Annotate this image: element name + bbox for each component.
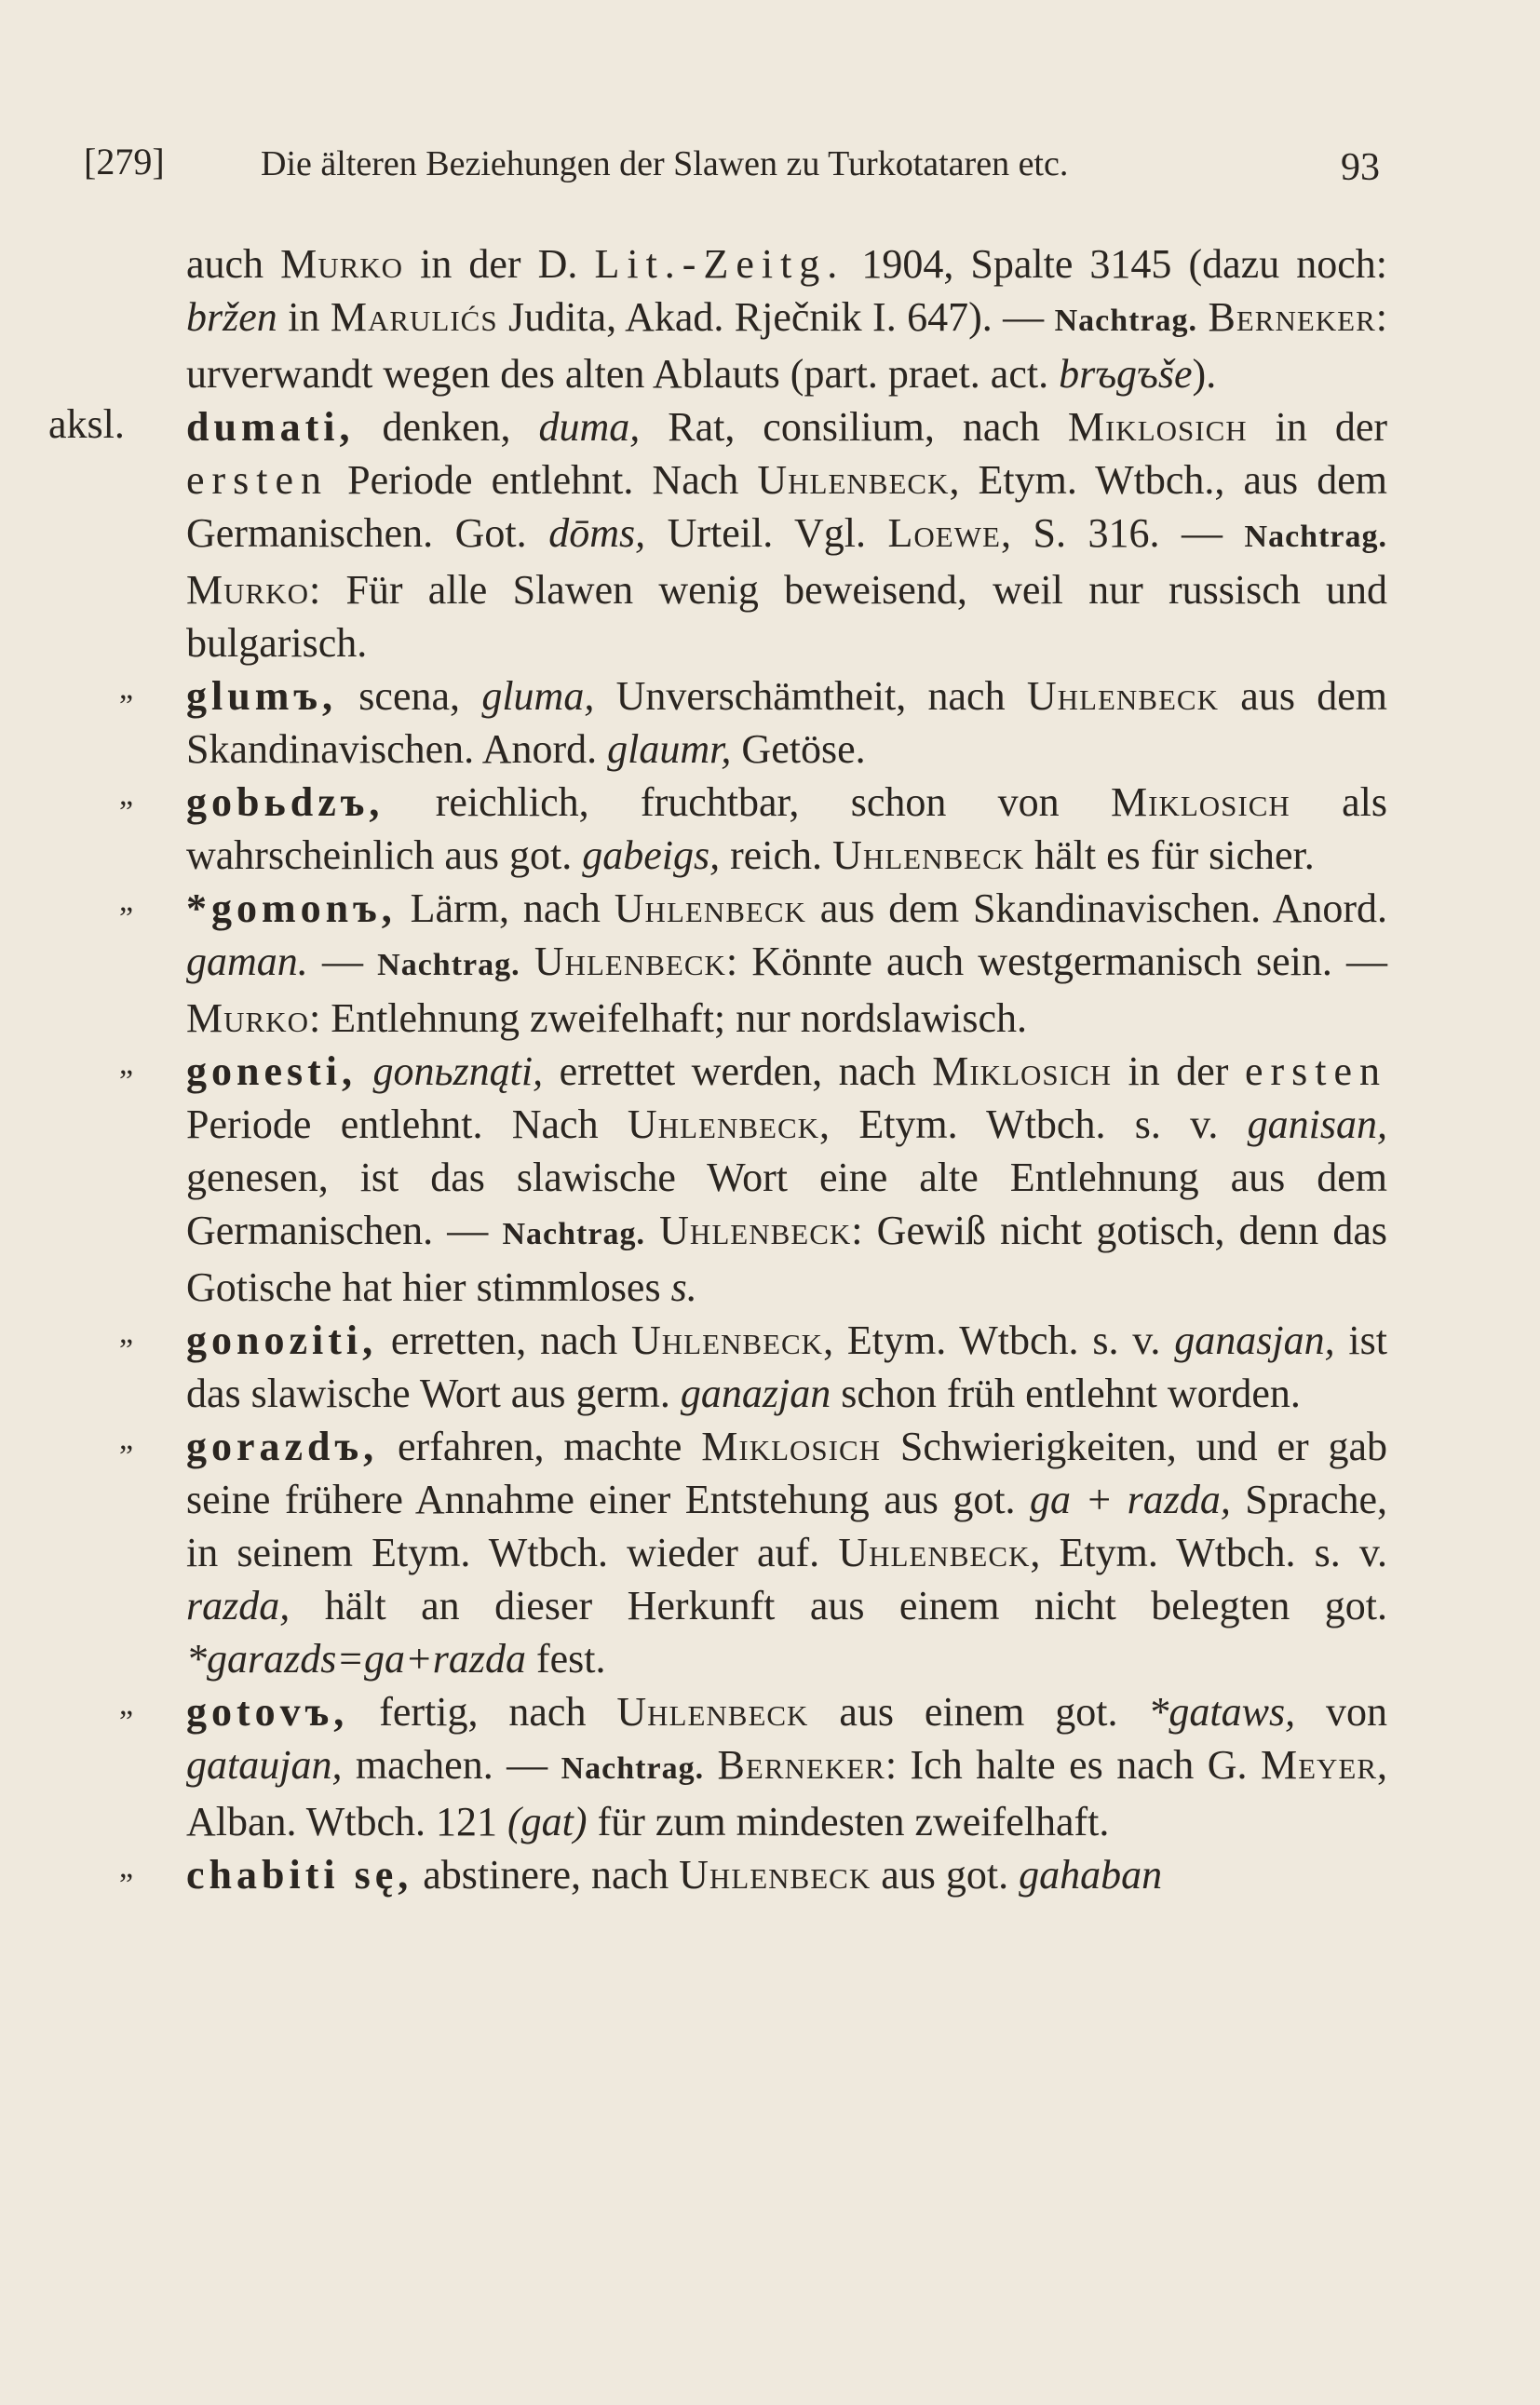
ditto-mark: „ bbox=[119, 1047, 134, 1081]
italic-form: bržen bbox=[186, 294, 277, 340]
dictionary-entry bbox=[0, 1045, 1387, 1314]
text-run: ). bbox=[1192, 351, 1217, 397]
headword: *gomonъ, bbox=[186, 885, 397, 931]
dictionary-entry bbox=[0, 1848, 1387, 1901]
nachtrag-label: Nachtrag. bbox=[1054, 304, 1198, 338]
text-run: aus got. bbox=[871, 1852, 1020, 1898]
italic-form: dōms, bbox=[548, 510, 646, 556]
headword: gonesti, bbox=[186, 1048, 357, 1094]
author-name: Murko bbox=[280, 241, 404, 287]
headword: chabiti sę, bbox=[186, 1852, 413, 1898]
italic-form: gluma, bbox=[481, 673, 595, 719]
running-header bbox=[0, 140, 1540, 196]
text-run: aus einem got. bbox=[808, 1689, 1149, 1735]
italic-form: brъgъše bbox=[1059, 351, 1193, 397]
text-run: , Etym. Wtbch. s. v. bbox=[819, 1101, 1248, 1147]
ditto-mark: „ bbox=[119, 1687, 134, 1722]
text-run: in der bbox=[1247, 404, 1387, 450]
text-run: Unverschämtheit, nach bbox=[594, 673, 1027, 719]
entry-text bbox=[186, 1848, 1387, 1901]
spaced-text: ersten bbox=[1244, 1048, 1387, 1094]
dictionary-entry bbox=[0, 776, 1387, 882]
headword: gotovъ, bbox=[186, 1689, 349, 1735]
text-run: von bbox=[1295, 1689, 1388, 1735]
entry-text bbox=[186, 669, 1387, 776]
dictionary-entry bbox=[0, 237, 1387, 400]
text-run: Urteil. Vgl. bbox=[645, 510, 888, 556]
author-name: Uhlenbeck bbox=[659, 1208, 852, 1253]
author-name: Berneker bbox=[717, 1742, 885, 1788]
text-run: : Ich halte es nach G. bbox=[885, 1742, 1261, 1788]
entry-text bbox=[186, 237, 1387, 400]
author-name: Uhlenbeck bbox=[679, 1852, 871, 1898]
entry-text bbox=[186, 882, 1387, 1045]
headword: gonoziti, bbox=[186, 1317, 378, 1363]
dictionary-entry bbox=[0, 1685, 1387, 1848]
italic-form: ganasjan, bbox=[1174, 1317, 1335, 1363]
author-name: Miklosich bbox=[701, 1424, 882, 1469]
ditto-mark: „ bbox=[119, 777, 134, 812]
italic-form: gahaban bbox=[1019, 1852, 1163, 1898]
text-run: : Für alle Slawen wenig beweisend, weil nur russisch und bulgarisch. bbox=[186, 567, 1387, 666]
text-run: errettet werden, nach bbox=[543, 1048, 933, 1094]
text-run: : Könnte auch westgermanisch sein. — bbox=[725, 939, 1388, 984]
text-run: erfahren, machte bbox=[378, 1424, 702, 1469]
author-name: Uhlenbeck bbox=[614, 885, 806, 931]
section-number: [279] bbox=[84, 141, 165, 182]
entry-text bbox=[186, 400, 1387, 669]
text-run: Sprache, in seinem Etym. Wtbch. wieder auf. bbox=[186, 1477, 1388, 1575]
dictionary-entry bbox=[0, 1314, 1387, 1420]
italic-form: glaumr, bbox=[607, 726, 732, 772]
text-run bbox=[357, 1048, 373, 1094]
text-run: auch bbox=[186, 241, 281, 287]
italic-form: gataujan, bbox=[186, 1742, 343, 1788]
page-number: 93 bbox=[1341, 146, 1380, 189]
author-name: Miklosich bbox=[932, 1048, 1113, 1094]
author-name: Uhlenbeck bbox=[630, 1317, 824, 1363]
italic-form: ganazjan bbox=[680, 1371, 831, 1416]
text-run: , Etym. Wtbch., aus dem Germanischen. Got. bbox=[186, 457, 1387, 556]
text-run: genesen, ist das slawische Wort eine alte Entlehnung aus dem Germanischen. — bbox=[186, 1155, 1387, 1253]
ditto-mark: „ bbox=[119, 671, 134, 706]
text-run: 1904, Spalte 3145 (dazu noch: bbox=[844, 241, 1387, 287]
italic-form: razda, bbox=[186, 1583, 290, 1628]
ditto-mark: „ bbox=[119, 1850, 134, 1885]
text-run: ist das slawische Wort aus germ. bbox=[186, 1317, 1387, 1416]
text-run: fest. bbox=[526, 1636, 606, 1682]
italic-form: s. bbox=[670, 1264, 697, 1310]
text-run: hält an dieser Herkunft aus einem nicht belegten got. bbox=[290, 1583, 1387, 1628]
entry-text bbox=[186, 1420, 1387, 1685]
entry-text bbox=[186, 776, 1387, 882]
text-run: schon früh entlehnt worden. bbox=[831, 1371, 1301, 1416]
text-run: scena, bbox=[337, 673, 482, 719]
text-run: reich. bbox=[720, 832, 833, 878]
text-run: Periode entlehnt. Nach bbox=[186, 1101, 628, 1147]
dictionary-entry bbox=[0, 669, 1387, 776]
text-run: denken, bbox=[354, 404, 539, 450]
italic-form: *garazds=ga+razda bbox=[186, 1636, 526, 1682]
text-run: Getöse. bbox=[731, 726, 866, 772]
entry-text bbox=[186, 1314, 1387, 1420]
text-run: : urverwandt wegen des alten Ablauts (part. praet. act. bbox=[186, 294, 1388, 397]
text-run: , Etym. Wtbch. s. v. bbox=[823, 1317, 1175, 1363]
text-run: : Gewiß nicht gotisch, denn das Gotische hat hier stimmloses bbox=[186, 1208, 1387, 1310]
author-name: Uhlenbeck bbox=[832, 832, 1025, 878]
running-title: Die älteren Beziehungen der Slawen zu Turkotataren etc. bbox=[261, 144, 1069, 183]
author-name: Uhlenbeck bbox=[838, 1530, 1031, 1575]
headword: dumati, bbox=[186, 404, 355, 450]
italic-form: (gat) bbox=[507, 1799, 588, 1844]
entry-list bbox=[0, 237, 1540, 1901]
ditto-mark: „ bbox=[119, 1422, 134, 1456]
spaced-text: Lit.-Zeitg. bbox=[594, 241, 845, 287]
text-run: für zum mindesten zweifelhaft. bbox=[587, 1799, 1110, 1844]
author-name: Murko bbox=[186, 567, 309, 613]
author-name: Loewe bbox=[887, 510, 1001, 556]
author-name: Uhlenbeck bbox=[627, 1101, 820, 1147]
author-name: Miklosich bbox=[1067, 404, 1248, 450]
entry-text bbox=[186, 1685, 1387, 1848]
text-run: Rat, consilium, nach bbox=[640, 404, 1068, 450]
text-run: abstinere, nach bbox=[412, 1852, 680, 1898]
ditto-mark: „ bbox=[119, 884, 134, 918]
author-name: Marulićs bbox=[330, 294, 498, 340]
text-run: in bbox=[277, 294, 331, 340]
text-run bbox=[645, 1208, 659, 1253]
text-run: fertig, nach bbox=[348, 1689, 617, 1735]
author-name: Uhlenbeck bbox=[616, 1689, 809, 1735]
italic-form: gabeigs, bbox=[582, 832, 721, 878]
italic-form: *gataws, bbox=[1148, 1689, 1296, 1735]
text-run: in der bbox=[1112, 1048, 1245, 1094]
nachtrag-label: Nachtrag. bbox=[502, 1217, 645, 1251]
text-run bbox=[704, 1742, 717, 1788]
nachtrag-label: Nachtrag. bbox=[1244, 520, 1387, 554]
author-name: Murko bbox=[186, 995, 309, 1041]
nachtrag-label: Nachtrag. bbox=[377, 948, 520, 982]
text-run: reichlich, fruchtbar, schon von bbox=[384, 779, 1111, 825]
text-run: , Etym. Wtbch. s. v. bbox=[1030, 1530, 1387, 1575]
entry-text bbox=[186, 1045, 1387, 1314]
text-run: in der D. bbox=[403, 241, 595, 287]
text-run bbox=[520, 939, 534, 984]
text-run bbox=[1197, 294, 1208, 340]
italic-form: ganisan, bbox=[1247, 1101, 1387, 1147]
author-name: Berneker bbox=[1208, 294, 1376, 340]
headword: gorazdъ, bbox=[186, 1424, 379, 1469]
ditto-mark: „ bbox=[119, 1316, 134, 1350]
text-run: Periode entlehnt. Nach bbox=[329, 457, 758, 503]
author-name: Uhlenbeck bbox=[1026, 673, 1219, 719]
author-name: Uhlenbeck bbox=[757, 457, 950, 503]
text-run: Lärm, nach bbox=[396, 885, 615, 931]
headword: glumъ, bbox=[186, 673, 337, 719]
author-name: Uhlenbeck bbox=[534, 939, 726, 984]
text-run: hält es für sicher. bbox=[1024, 832, 1315, 878]
italic-form: duma, bbox=[538, 404, 641, 450]
text-run: Schwierigkeiten, und er gab seine frühere Annahme einer Entstehung aus got. bbox=[186, 1424, 1387, 1522]
text-run: , S. 316. — bbox=[1000, 510, 1245, 556]
italic-form: gaman. bbox=[186, 939, 308, 984]
language-label: aksl. bbox=[48, 401, 125, 447]
text-run: aus dem Skandinavischen. Anord. bbox=[186, 673, 1388, 772]
text-run: Judita, Akad. Rječnik I. 647). — bbox=[497, 294, 1055, 340]
headword: gobьdzъ, bbox=[186, 779, 385, 825]
dictionary-entry bbox=[0, 882, 1387, 1045]
text-run: : Entlehnung zweifelhaft; nur nordslawisch. bbox=[308, 995, 1027, 1041]
text-run: — bbox=[307, 939, 378, 984]
dictionary-entry bbox=[0, 400, 1387, 669]
dictionary-entry bbox=[0, 1420, 1387, 1685]
author-name: Miklosich bbox=[1111, 779, 1290, 825]
italic-form: ga + razda, bbox=[1030, 1477, 1231, 1522]
text-run: , Alban. Wtbch. 121 bbox=[186, 1742, 1388, 1844]
italic-form: gonьznąti, bbox=[372, 1048, 544, 1094]
text-run: als wahrscheinlich aus got. bbox=[186, 779, 1387, 878]
spaced-text: ersten bbox=[186, 457, 330, 503]
text-run: aus dem Skandinavischen. Anord. bbox=[805, 885, 1387, 931]
text-run: machen. — bbox=[342, 1742, 561, 1788]
text-run: erretten, nach bbox=[377, 1317, 631, 1363]
nachtrag-label: Nachtrag. bbox=[561, 1751, 705, 1786]
author-name: Meyer bbox=[1260, 1742, 1378, 1788]
